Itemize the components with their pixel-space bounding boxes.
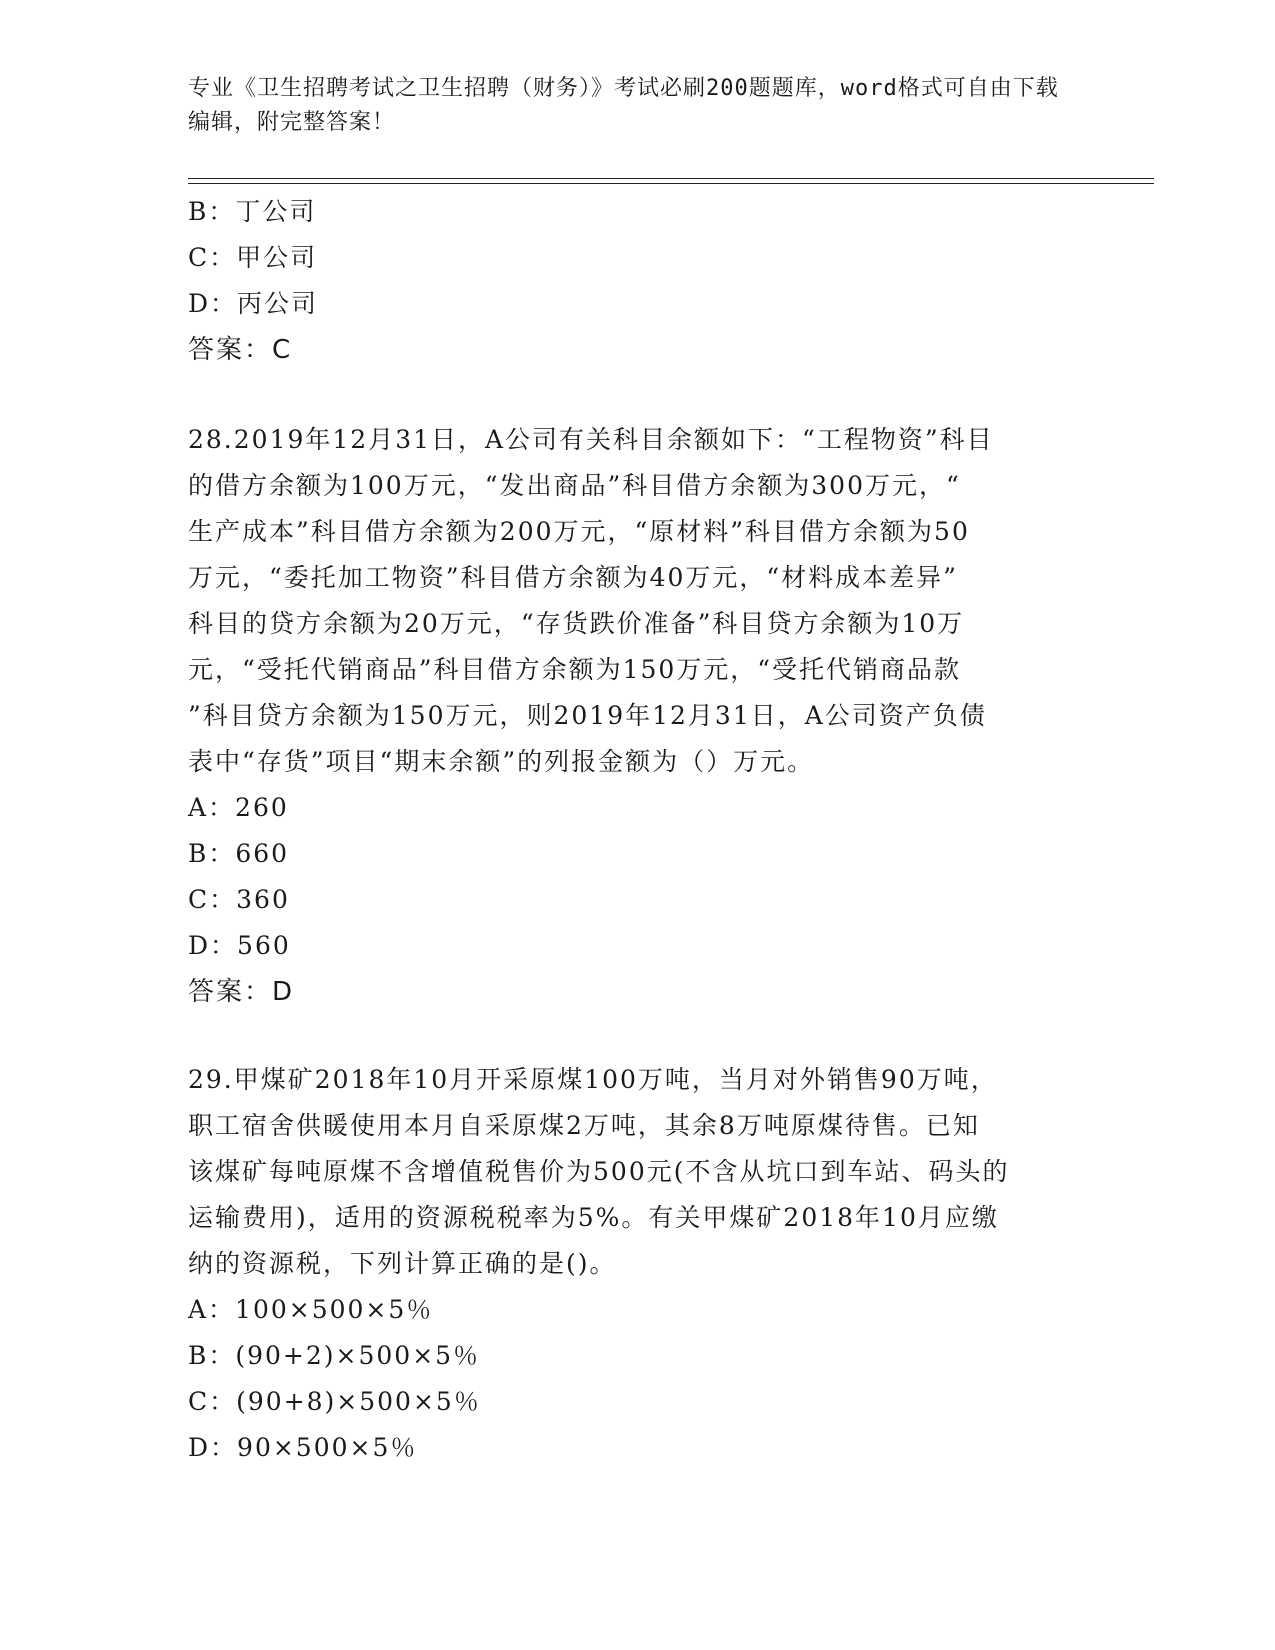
question-28-answer: 答案：D <box>188 977 295 1007</box>
option-d: D：560 <box>188 931 291 960</box>
option-b: B：660 <box>188 839 290 868</box>
question-29-line: 运输费用)，适用的资源税税率为5%。有关甲煤矿2018年10月应缴 <box>188 1203 999 1232</box>
question-29-line: 纳的资源税，下列计算正确的是()。 <box>188 1249 617 1278</box>
option-c: C：甲公司 <box>188 243 318 272</box>
question-28-options <box>188 785 1088 969</box>
question-28-line: ”科目贷方余额为150万元，则2019年12月31日，A公司资产负债 <box>188 701 987 730</box>
question-28-line: 的借方余额为100万元，“发出商品”科目借方余额为300万元，“ <box>188 471 961 500</box>
question-27-answer: 答案：C <box>188 335 293 365</box>
option-a: A：100×500×5％ <box>188 1295 434 1324</box>
question-28-line: 元，“受托代销商品”科目借方余额为150万元，“受托代销商品款 <box>188 655 962 684</box>
spacer <box>188 1015 1088 1057</box>
question-29-line: 职工宿舍供暖使用本月自采原煤2万吨，其余8万吨原煤待售。已知 <box>188 1111 980 1140</box>
option-c: C：(90+8)×500×5％ <box>188 1387 481 1416</box>
option-c: C：360 <box>188 885 290 914</box>
header-divider-top <box>188 178 1154 179</box>
header-divider-bottom <box>188 183 1154 184</box>
question-28-line: 28.2019年12月31日，A公司有关科目余额如下：“工程物资”科目 <box>188 425 994 454</box>
question-29-options <box>188 1287 1088 1471</box>
option-d: D：90×500×5％ <box>188 1433 418 1462</box>
question-29-stem <box>188 1057 1088 1287</box>
question-28-line: 科目的贷方余额为20万元，“存货跌价准备”科目贷方余额为10万 <box>188 609 965 638</box>
question-28-line: 生产成本”科目借方余额为200万元，“原材料”科目借方余额为50 <box>188 517 970 546</box>
question-29-line: 29.甲煤矿2018年10月开采原煤100万吨，当月对外销售90万吨， <box>188 1065 998 1094</box>
option-a: A：260 <box>188 793 289 822</box>
question-28-stem <box>188 417 1088 785</box>
document-body <box>188 189 1088 1471</box>
option-b: B：(90+2)×500×5％ <box>188 1341 481 1370</box>
spacer <box>188 373 1088 417</box>
question-29-line: 该煤矿每吨原煤不含增值税售价为500元(不含从坑口到车站、码头的 <box>188 1157 1010 1186</box>
question-28-line: 万元，“委托加工物资”科目借方余额为40万元，“材料成本差异” <box>188 563 958 592</box>
option-b: B：丁公司 <box>188 197 317 226</box>
question-27-options <box>188 189 1088 327</box>
question-28-line: 表中“存货”项目“期末余额”的列报金额为（）万元。 <box>188 747 815 776</box>
document-header: 专业《卫生招聘考试之卫生招聘（财务）》考试必刷200题题库，word格式可自由下载编辑，附完整答案！ <box>188 76 1059 135</box>
option-d: D：丙公司 <box>188 289 319 318</box>
